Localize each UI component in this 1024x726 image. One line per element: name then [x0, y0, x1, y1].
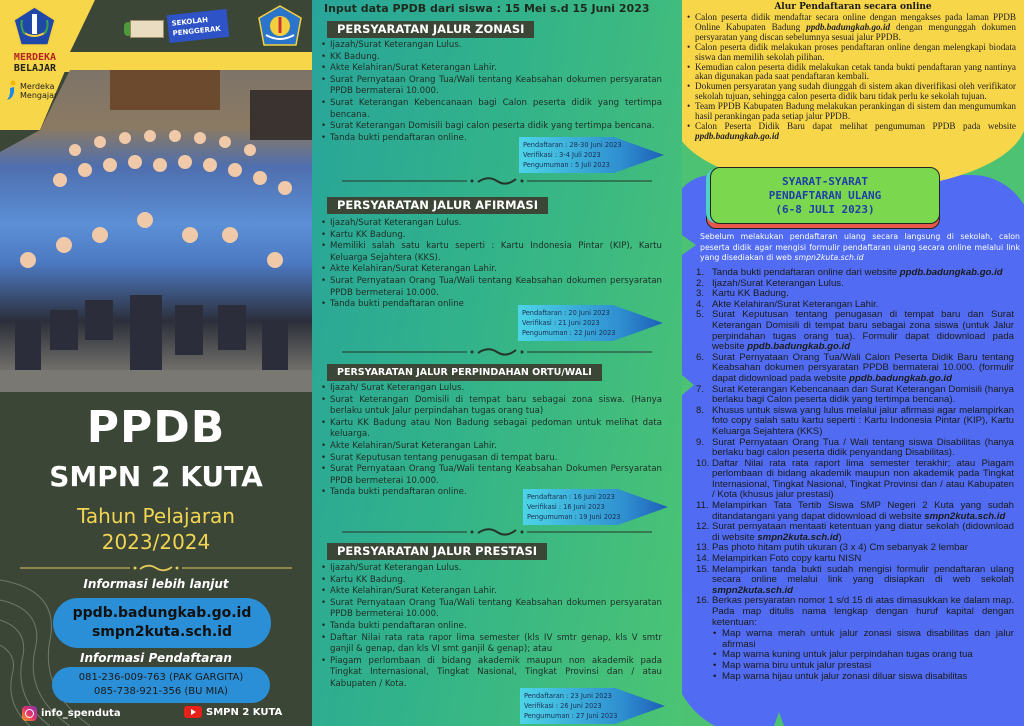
list-item: 11. Melampirkan Tata Tertib Siswa SMP Negeri 2 Kuta yang sudah ditandatangani yang dapat didownload di website smpn2kuta.sch.id — [696, 500, 1014, 522]
ornament-divider — [312, 346, 682, 358]
section-title-perpindahan: PERSYARATAN JALUR PERPINDAHAN ORTU/WALI — [327, 364, 602, 381]
list-item: • Tanda bukti pendaftaran online. — [318, 621, 662, 633]
list-item: • Surat Pernyataan Orang Tua/Wali tentang Keabsahan dokumen persyaratan PPDB bermeterai 10.000. — [318, 276, 662, 299]
schedule-arrow-perpindahan — [523, 489, 668, 525]
list-item: • KK Badung. — [318, 52, 662, 64]
list-item: 10. Daftar Nilai rata rata raport lima semester terakhir; atau Piagam perlombaan di bidang akademik maupun non akademik pada Tingkat Internasional, Tingkat Nasional, Tingkat Provinsi dan / atau Kabupaten / Kota (khusus jalur prestasi) — [696, 457, 1014, 501]
schedule-arrow-afirmasi — [518, 305, 663, 341]
list-item: • Tanda bukti pendaftaran online. — [318, 487, 662, 499]
schedule-pendaftaran: Pendaftaran : 23 Juni 2023 — [524, 692, 612, 700]
school-website-link[interactable]: smpn2kuta.sch.id — [91, 624, 233, 640]
perpindahan-requirements-list — [318, 383, 662, 499]
list-item: • Akte Kelahiran/Surat Keterangan Lahir. — [318, 586, 662, 598]
merdeka-mengajar-logo: Merdeka Mengajar — [5, 80, 57, 102]
list-item: • Calon Peserta Didik Baru dapat melihat pengumuman PPDB pada website ppdb.badungkab.go.id — [686, 122, 1016, 142]
list-item: 14. Melampirkan Foto copy kartu NISN — [696, 553, 862, 565]
more-info-label: Informasi lebih lanjut — [83, 577, 229, 591]
instagram-icon — [22, 706, 37, 721]
instagram-handle[interactable]: info_spenduta — [22, 706, 121, 721]
list-item: 9. Surat Pernyataan Orang Tua / Wali tentang siswa Disabilitas (hanya berlaku bagi calon peserta didik penyandang Disabilitas). — [696, 436, 1014, 459]
list-item: • Akte Kelahiran/Surat Keterangan Lahir. — [318, 264, 662, 276]
schedule-pengumuman: Pengumuman : 5 Juli 2023 — [523, 161, 610, 169]
yellow-stripe — [60, 52, 312, 72]
list-item: 4. Akte Kelahiran/Surat Keterangan Lahir. — [696, 298, 879, 310]
list-item: • Ijazah/Surat Keterangan Lulus. — [318, 218, 662, 230]
list-item: 12. Surat pernyataan mentaati ketentuan yang diatur sekolah (didownload di website smpn2kuta.sch.id) — [696, 521, 1014, 543]
schedule-verifikasi: Verifikasi : 26 Juni 2023 — [524, 702, 602, 710]
list-item: • Map warna hijau untuk jalur zonasi diluar siswa disabilitas — [710, 672, 1014, 683]
schedule-pengumuman: Pengumuman : 19 Juni 2023 — [527, 513, 621, 521]
website-links-pill — [53, 598, 271, 648]
youtube-channel[interactable]: SMPN 2 KUTA — [184, 706, 282, 718]
ppdb-website-link[interactable]: ppdb.badungkab.go.id — [72, 605, 252, 621]
academic-year-value: 2023/2024 — [101, 530, 211, 554]
list-item: • Kartu KK Badung. — [318, 230, 662, 242]
schedule-verifikasi: Verifikasi : 16 Juni 2023 — [527, 503, 605, 511]
registration-flow-panel — [682, 0, 1024, 726]
section-title-prestasi: PERSYARATAN JALUR PRESTASI — [327, 543, 547, 560]
merdeka-mengajar-icon — [5, 80, 17, 102]
schedule-pengumuman: Pengumuman : 27 Juni 2023 — [524, 712, 618, 720]
list-item: • Map warna biru untuk jalur prestasi — [710, 661, 1014, 672]
ornament-divider — [312, 526, 682, 538]
schedule-verifikasi: Verifikasi : 3-4 Juli 2023 — [523, 151, 601, 159]
re-registration-requirements-list — [696, 268, 1014, 682]
group-photo-teachers — [0, 70, 312, 392]
list-item: • Surat Pernyataan Orang Tua/Wali tentang Keabsahan Dokumen Persyaratan PPDB bermeterai 10.000. — [318, 464, 662, 487]
requirements-panel — [312, 0, 682, 726]
afirmasi-requirements-list — [318, 218, 662, 311]
list-item: 2. Ijazah/Surat Keterangan Lulus. — [696, 277, 844, 289]
list-item: • Surat Keputusan tentang penugasan di tempat baru. — [318, 453, 662, 465]
phone-contacts-pill — [52, 667, 270, 703]
smpn-2-kuta-logo — [258, 5, 302, 47]
re-registration-heading-box — [706, 167, 942, 229]
phone-contact: 085-738-921-356 (BU MIA) — [94, 686, 228, 697]
schedule-arrow-zonasi — [519, 137, 664, 173]
online-flow-list — [686, 13, 1016, 142]
kabupaten-badung-logo — [13, 6, 56, 46]
list-item: • Memiliki salah satu kartu seperti : Kartu Indonesia Pintar (KIP), Kartu Keluarga Sejahtera (KKS). — [318, 241, 662, 264]
list-item: 8. Khusus untuk siswa yang lulus melalui jalur afirmasi agar melampirkan foto copy salah satu kartu seperti : Kartu Indonesia Pintar (KIP), Kartu Keluarga Sejahtera (KKS) — [696, 404, 1014, 437]
section-title-zonasi: PERSYARATAN JALUR ZONASI — [327, 21, 534, 38]
registration-info-label: Informasi Pendaftaran — [80, 651, 232, 665]
list-item: • Kartu KK Badung. — [318, 575, 662, 587]
list-item: • Ijazah/Surat Keterangan Lulus. — [318, 40, 662, 52]
ppdb-title: PPDB — [86, 402, 226, 453]
green-triangle-decoration — [682, 235, 696, 255]
zonasi-requirements-list — [318, 40, 662, 144]
list-item: • Dokumen persyaratan yang sudah diunggah di sistem akan diverifikasi oleh verifikator sekolah tujuan, sehingga calon peserta didik baru tidak perlu ke sekolah tujuan. — [686, 82, 1016, 102]
list-item: • Kartu KK Badung atau Non Badung sebagai pedoman untuk melihat data keluarga. — [318, 418, 662, 441]
list-item: 13. Pas photo hitam putih ukuran (3 x 4) Cm sebanyak 2 lembar — [696, 542, 968, 554]
map-color-list-wrapper — [696, 629, 1014, 682]
list-item: • Ijazah/ Surat Keterangan Lulus. — [318, 383, 662, 395]
list-item: • Piagam perlombaan di bidang akademik maupun non akademik pada Tingkat Internasional, Tingkat Nasional, Tingkat Provinsi dan / atau Kabupaten / Kota. — [318, 656, 662, 691]
merdeka-belajar-logo: MERDEKA BELAJAR — [13, 52, 57, 74]
school-website-link[interactable]: smpn2kuta.sch.id — [794, 253, 864, 263]
list-item: • Map warna kuning untuk jalur perpindahan tugas orang tua — [710, 650, 1014, 661]
youtube-icon — [184, 706, 202, 718]
map-color-list — [696, 629, 1014, 682]
schedule-pendaftaran: Pendaftaran : 28-30 Juni 2023 — [523, 141, 622, 149]
list-item: • Akte Kelahiran/Surat Keterangan Lahir. — [318, 63, 662, 75]
school-building-icon — [130, 20, 164, 38]
section-title-afirmasi: PERSYARATAN JALUR AFIRMASI — [327, 197, 548, 214]
list-item: 7. Surat Keterangan Kebencanaan dan Surat Keterangan Domisili (hanya berlaku bagi Calon peserta didik yang tertimpa bencana). — [696, 383, 1014, 406]
list-item: • Kemudian calon peserta didik melakukan cetak tanda bukti pendaftaran yang nantinya akan digunakan pada saat pendaftaran kembali. — [686, 63, 1016, 83]
group-photo-illustration — [0, 70, 312, 392]
list-item: • Map warna merah untuk jalur zonasi siswa disabilitas dan jalur afirmasi — [710, 629, 1014, 650]
re-registration-heading: SYARAT-SYARAT PENDAFTARAN ULANG (6-8 JULI 2023) — [710, 167, 940, 224]
schedule-pendaftaran: Pendaftaran : 20 Juni 2023 — [522, 309, 610, 317]
academic-year — [0, 503, 312, 555]
re-registration-intro: Sebelum melakukan pendaftaran ulang secara langsung di sekolah, calon peserta didik agar mengisi formulir pendaftaran ulang secara online melalui link yang disediakan di web smpn2kuta.sch.id — [700, 232, 1020, 263]
list-item: 3. Kartu KK Badung. — [696, 288, 789, 300]
list-item: 16. Berkas persyaratan nomor 1 s/d 15 di atas dimasukkan ke dalam map. Pada map ditulis nama lengkap dengan huruf kapital dengan ketentuan: — [696, 595, 1014, 628]
list-item: 6. Surat Pernyataan Orang Tua/Wali Calon Peserta Didik Baru tentang Keabsahan dokumen persyaratan PPDB bermaterai 10.000. (formulir dapat didownload pada website ppdb.badungkab.go.id — [696, 351, 1014, 384]
school-name: SMPN 2 KUTA — [49, 460, 263, 493]
sekolah-penggerak-banner: SEKOLAH PENGGERAK — [167, 9, 230, 43]
prestasi-requirements-list — [318, 563, 662, 691]
left-panel — [0, 0, 312, 726]
list-item: • Surat Pernyataan Orang Tua/Wali tentang Keabsahan dokumen persyaratan PPDB bermaterai 10.000. — [318, 75, 662, 98]
list-item: • Surat Keterangan Domisili di tempat baru sebagai zona siswa. (Hanya berlaku untuk Jalur perpindahan tugas orang tua) — [318, 395, 662, 418]
list-item: • Surat Pernyataan Orang Tua/Wali tentang Keabsahan dokumen persyaratan PPDB bermeterai 10.000. — [318, 598, 662, 621]
list-item: • Calon peserta didik mendaftar secara online dengan mengakses pada laman PPDB Online Kabupaten Badung ppdb.badungkab.go.id dengan mengunggah dokumen persyaratan yang discan sebelumnya sesuai jalur PPDB. — [686, 13, 1016, 43]
list-item: • Daftar Nilai rata rata rapor lima semester (kls IV smtr genap, kls V smtr ganjil & genap, dan kls VI smt ganjil & genap); atau — [318, 633, 662, 656]
green-triangle-decoration — [682, 375, 694, 395]
list-item: • Tanda bukti pendaftaran online. — [318, 133, 662, 145]
list-item: • Surat Keterangan Domisili bagi calon peserta didik yang tertimpa bencana. — [318, 121, 662, 133]
list-item: 15. Melampirkan tanda bukti sudah mengisi formulir pendaftaran ulang secara online melalui link yang disiapkan di web sekolah smpn2kuta.sch.id — [696, 563, 1014, 596]
list-item: • Akte Kelahiran/Surat Keterangan Lahir. — [318, 441, 662, 453]
ornament-divider — [312, 175, 682, 187]
schedule-pengumuman: Pengumuman : 22 Juni 2023 — [522, 329, 616, 337]
list-item: 1. Tanda bukti pendaftaran online dari website ppdb.badungkab.go.id — [696, 267, 1003, 278]
schedule-pendaftaran: Pendaftaran : 16 Juni 2023 — [527, 493, 615, 501]
input-data-period: Input data PPDB dari siswa : 15 Mei s.d 15 Juni 2023 — [324, 2, 650, 15]
list-item: • Team PPDB Kabupaten Badung melakukan perankingan di sistem dan mengumumkan hasil perankingan pada setiap jalur PPDB. — [686, 102, 1016, 122]
phone-contact: 081-236-009-763 (PAK GARGITA) — [78, 672, 244, 683]
list-item: 5. Surat Keputusan tentang penugasan di tempat baru dan Surat Keterangan Domisili di tempat baru sebagai zona siswa (untuk Jalur perpindahan tugas orang tua). Formulir dapat didownload pada website ppdb.badungkab.go.id — [696, 309, 1014, 353]
list-item: • Tanda bukti pendaftaran online — [318, 299, 662, 311]
schedule-arrow-prestasi — [520, 688, 665, 724]
list-item: • Calon peserta didik melakukan proses pendaftaran online dengan melengkapi biodata siswa dan memilih sekolah pilihan. — [686, 43, 1016, 63]
academic-year-label: Tahun Pelajaran — [77, 504, 235, 528]
online-flow-title: Alur Pendaftaran secara online — [774, 2, 932, 12]
schedule-verifikasi: Verifikasi : 21 Juni 2023 — [522, 319, 600, 327]
green-triangle-decoration — [774, 712, 784, 726]
list-item: • Ijazah/Surat Keterangan Lulus. — [318, 563, 662, 575]
list-item: • Surat Keterangan Kebencanaan bagi Calon peserta didik yang tertimpa bencana. — [318, 98, 662, 121]
sekolah-penggerak-logo — [122, 8, 232, 42]
